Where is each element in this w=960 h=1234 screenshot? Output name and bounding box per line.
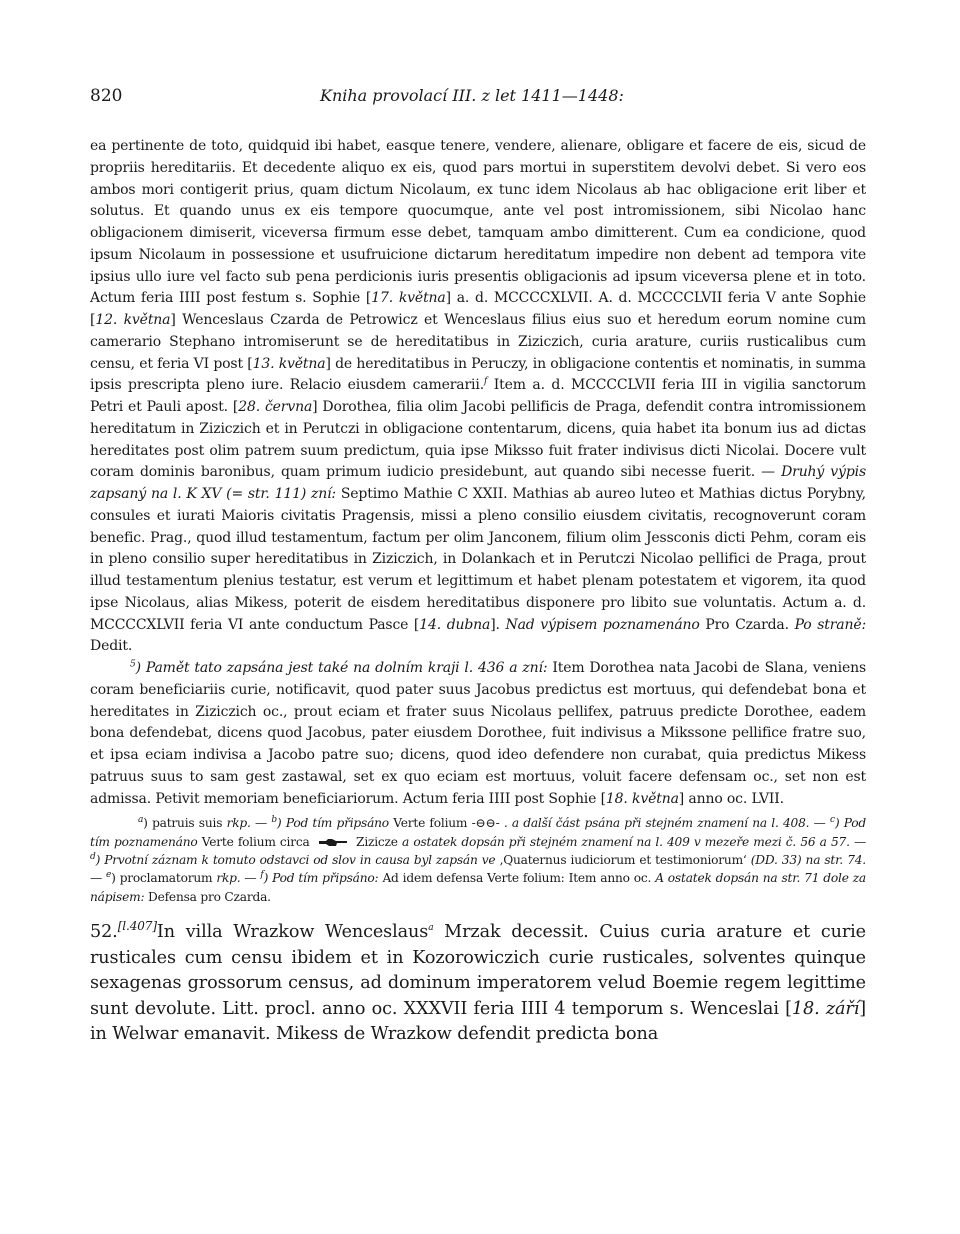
body-paragraph-1: ea pertinente de toto, quidquid ibi habet, easque tenere, vendere, alienare, obligare et facere de eis, sicud de propriis hereditariis. Et decedente aliquo ex eis, quod pars mortui in superstitem devolvi debet. Si vero eos ambos mori contigerit prius, quam dictum Nicolaum, ex tunc idem Nicolaus ab hac obligacione erit liber et solutus. Et quando unus ex eis tempore quocumque, ante vel post intromissionem, sibi Nicolao hanc obligacionem dimiserit, viceversa firmum esse debet, tamquam ambo dimitterent. Cum ea condicione, quod ipsum Nicolaum in possessione et usufruicione dictarum hereditatum impedire non debent ad tempora vite ipsius ullo iure vel facto sub pena perdicionis iuris presentis obligacionis ad ipsum viceversa plene et in toto. Actum feria IIII post festum s. Sophie [17. května] a. d. MCCCCXLVII. A. d. MCCCCLVII feria V ante Sophie [12. května] Wenceslaus Czarda de Petrowicz et Wenceslaus filius eius suo et heredum eorum nomine cum camerario Stephano intromiserunt se de hereditatibus in Ziziczich, curia arature, curiis rusticalibus cum censu, et feria VI post [13. května] de hereditatibus in Peruczy, in obligacione contentis et nominatis, in summa ipsis prescripta pleno iure. Relacio eiusdem camerarii.$^f$ Item a. d. MCCCCLVII feria III in vigilia sanctorum Petri et Pauli apost. [28. června] Dorothea, filia olim Jacobi pellificis de Praga, defendit contra intromissionem hereditatum in Ziziczich et in Perutczi in obligacione contentarum, dicens, quia habet ita bonum ius ad dictas hereditates post olim patrem suum predictum, quia ipse Miksso fuit frater indivisus dicti Nicolai. Docere vult coram dominis baronibus, quam primum iudicio presidebunt, aut quando sibi necesse fuerit. — Druhý výpis zapsaný na l. K XV (= str. 111) zní: Septimo Mathie C XXII. Mathias ab aureo luteo et Mathias dictus Porybny, consules et iurati Maioris civitatis Pragensis, missi a pleno consilio eiusdem civitatis, recognoverunt coram benefic. Prag., quod illud testamentum, factum per olim Janconem, filium olim Jessconis dicti Pehm, coram eis in pleno consilio super hereditatibus in Ziziczich, in Dolankach et in Perutczi Nicolao pellifici de Praga, prout illud testamentum plenius testatur, est verum et legittimum et habet plenam potestatem et vigorem, ita quod ipse Nicolaus, alias Mikess, poterit de eisdem hereditatibus disponere pro libito sue voluntatis. Actum a. d. MCCCCXLVII feria VI ante conductum Pasce [14. dubna]. Nad výpisem poznamenáno Pro Czarda. Po straně: Dedit. [90,138,867,655]
footnote-mark: f [484,376,488,387]
page-number: 820 [90,86,123,106]
signum-symbol: -⊖⊖- [471,816,500,831]
pointing-hand-icon [318,838,348,847]
entry-52: 52.[l.407]In villa Wrazkow Wenceslaus$^a$ Mrzak decessit. Cuius curia arature et curie rusticales cum censu ibidem et in Kozorowiczich curie rusticales, solventes quinque sexagenas grossorum census, ad dominum imperatorem velud Boemie regem legittime sunt devolute. Litt. procl. anno oc. XXXVII feria IIII 4 temporum s. Wenceslai [18. září] in Welwar emanavit. Mikess de Wrazkow defendit predicta bona [90,919,866,1045]
body-paragraph-2: $^5$) Pamět tato zapsána jest také na dolním kraji l. 436 a zní: Item Dorothea nata Jacobi de Slana, veniens coram beneficiariis curie, notificavit, quod pater suus Jacobus predictus est mortuus, qui defendebat bona et hereditates in Ziziczich oc., prout eciam et frater suus Nicolaus pellifex, patruus predicte Dorothee, eadem bona defendebat, dicens quod Jacobus, pater eiusdem Dorothee, fuit indivisus a Mikssone pellifice fratre suo, et ipsa eciam indivisa a Jacobo patre suo; dicens, quod ideo defendere non curabat, quia predictus Mikess patruus suus to sam gest zastawal, set ex quo eciam est mortuus, voluit facere defensam oc., set non est admissa. Petivit memoriam beneficiariorum. Actum feria IIII post Sophie [18. května] anno oc. LVII. [90,659,866,807]
footnotes [90,814,866,906]
folio-mark: [l.407] [117,919,157,934]
running-title: Kniha provolací III. z let 1411—1448: [320,86,624,105]
footnote-block: $^a$) patruis suis rkp. — $^b$) Pod tím připsáno Verte folium -⊖⊖- . a další část psána při stejném znamení na l. 408. — $^c$) Pod tím poznamenáno Verte folium circa Zizicze a ostatek dopsán při stejném znamení na l. 409 v mezeře mezi č. 56 a 57. — $^d$) Prvotní záznam k tomuto odstavci od slov in causa byl zapsán ve ‚Quaternus iudiciorum et testimoniorum‘ (DD. 33) na str. 74. — $^e$) proclamatorum rkp. — $^f$) Pod tím připsáno: Ad idem defensa Verte folium: Item anno oc. A ostatek dopsán na str. 71 dole za nápisem: Defensa pro Czarda. [90,815,866,904]
entry-number: 52. [90,922,118,943]
page-header [90,86,866,120]
footnote-mark: 5 [130,659,136,670]
page [90,86,866,1048]
